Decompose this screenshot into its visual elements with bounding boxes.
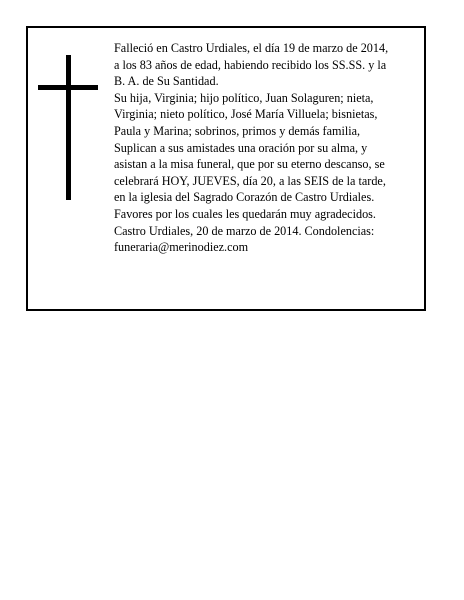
obituary-notice xyxy=(26,26,426,311)
notice-line: Favores por los cuales les quedarán muy agradecidos. xyxy=(114,206,376,221)
notice-line: Falleció en Castro Urdiales, el día 19 de marzo de 2014, xyxy=(114,41,389,55)
notice-line: asistan a la misa funeral, que por su eterno descanso, se xyxy=(114,157,385,172)
notice-line: celebrará HOY, JUEVES, día 20, a las SEIS de la tarde, xyxy=(114,173,386,188)
cross-horizontal-bar xyxy=(38,85,98,90)
cross-vertical-bar xyxy=(66,55,71,200)
notice-line: Su hija, Virginia; hijo político, Juan Solaguren; nieta, xyxy=(114,90,374,105)
notice-text xyxy=(114,40,426,256)
notice-line: Castro Urdiales, 20 de marzo de 2014. Condolencias: xyxy=(114,223,375,238)
notice-line: a los 83 años de edad, habiendo recibido los SS.SS. y la xyxy=(114,57,387,72)
latin-cross-icon xyxy=(38,55,98,200)
notice-line: en la iglesia del Sagrado Corazón de Castro Urdiales. xyxy=(114,190,375,205)
notice-line: Paula y Marina; sobrinos, primos y demás familia, xyxy=(114,123,361,138)
notice-line: Virginia; nieto político, José María Villuela; bisnietas, xyxy=(114,107,378,122)
notice-line: B. A. de Su Santidad. xyxy=(114,74,219,89)
email-contact[interactable]: funeraria@merinodiez.com xyxy=(114,240,249,255)
notice-line: Suplican a sus amistades una oración por su alma, y xyxy=(114,140,368,155)
